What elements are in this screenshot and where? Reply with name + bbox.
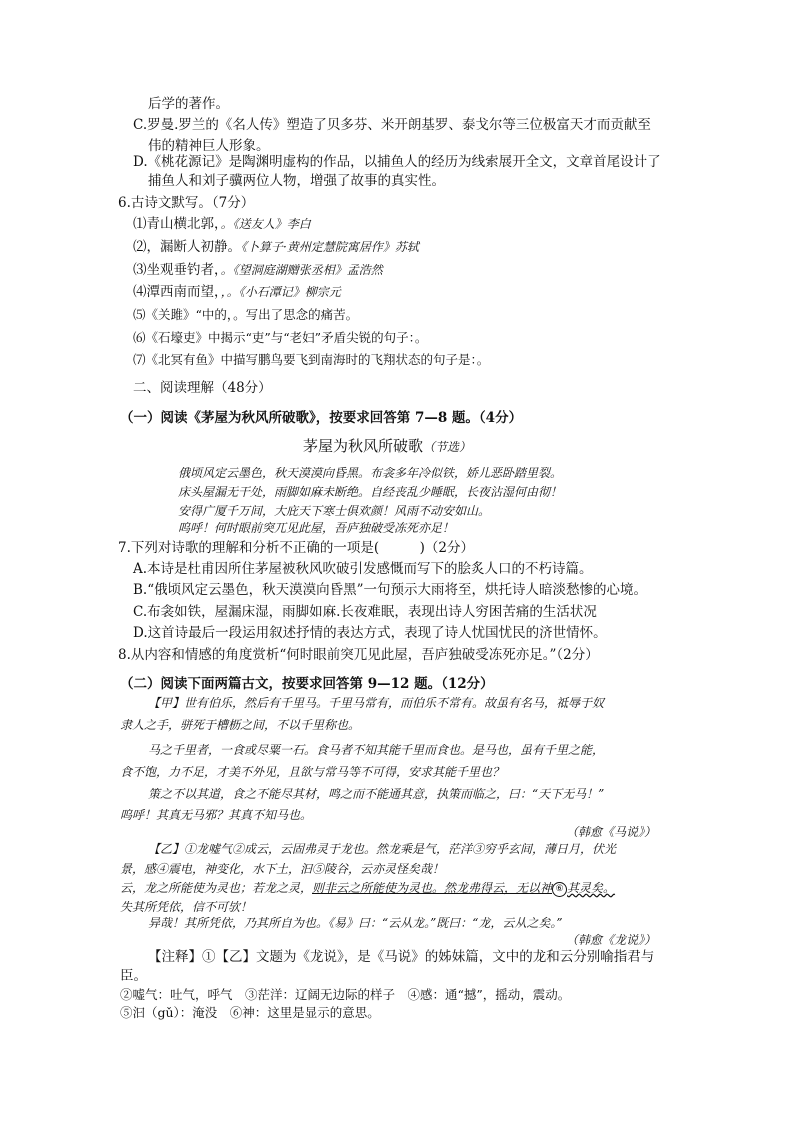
note-line-3: ②嘘气：吐气，呼气 ③茫洋：辽阔无边际的样子 ④感：通“撼”，摇动，震动。 — [120, 987, 571, 1002]
option-c-line-1: C.罗曼.罗兰的《名人传》塑造了贝多芬、米开朗基罗、泰戈尔等三位极富天才而贡献至 — [133, 117, 651, 133]
jia-p3-line-1: 策之不以其道，食之不能尽其材，鸣之而不能通其意，执策而临之，曰：“天下无马！” — [148, 787, 605, 801]
jia-p2-line-1: 马之千里者，一食或尽粟一石。食马者不知其能千里而食也。是马也，虽有千里之能， — [148, 743, 605, 757]
option-d-line-2: 捕鱼人和刘子骥两位人物，增强了故事的真实性。 — [148, 173, 445, 189]
note-line-2: 臣。 — [120, 968, 147, 984]
q6-item-6-text: 《石壕吏》中揭示“吏”与“老妇”矛盾尖锐的句子：。 — [145, 330, 428, 345]
q7-option-a: A.本诗是杜甫因所住茅屋被秋风吹破引发感慨而写下的脍炙人口的不朽诗篇。 — [133, 561, 593, 577]
part-1-heading: （一）阅读《茅屋为秋风所破歌》，按要求回答第 7—8 题。（4分） — [120, 410, 523, 426]
q6-item-3-source: 。《望洞庭湖赠张丞相》孟浩然 — [220, 263, 383, 277]
yi-note-6-marker: ⑥ — [552, 882, 567, 897]
q6-item-3 — [133, 260, 383, 280]
yi-line-3 — [120, 878, 615, 898]
q7-option-d: D.这首诗最后一段运用叙述抒情的表达方式，表现了诗人忧国忧民的济世情怀。 — [133, 625, 607, 641]
option-b-continuation: 后学的著作。 — [148, 96, 229, 112]
q6-item-1 — [133, 214, 311, 234]
q6-item-1-source: 。《送友人》李白 — [220, 217, 311, 231]
q6-item-4-num: ⑷ — [133, 284, 147, 300]
jia-p1-line-2: 隶人之手，骈死于槽枥之间，不以千里称也。 — [120, 718, 361, 732]
q6-item-4 — [133, 282, 341, 302]
part-2-heading: （二）阅读下面两篇古文，按要求回答第 9—12 题。（12分） — [120, 676, 494, 692]
poem-line-4: 呜呼！何时眼前突兀见此屋，吾庐独破受冻死亦足！ — [178, 521, 455, 535]
q6-item-3-num: ⑶ — [133, 262, 147, 278]
section-2-title: 二、阅读理解（48分） — [133, 380, 272, 396]
q6-item-5-text: 《关雎》“中的，。写出了思念的痛苦。 — [145, 307, 359, 322]
q6-item-4-source: ，。《小石潭记》柳宗元 — [220, 285, 341, 299]
yi-underlined-sentence: 则非云之所能使为灵也。然龙弗得云，无以神 — [312, 881, 553, 895]
q6-item-4-text: 潭西南而望， — [146, 284, 221, 300]
note-line-1: 【注释】①【乙】文题为《龙说》，是《马说》的姊妹篇，文中的龙和云分别喻指君与 — [148, 949, 655, 965]
poem-line-3: 安得广厦千万间，大庇天下寒士俱欢颜！风雨不动安如山。 — [178, 504, 491, 518]
yi-wavy-underline: 其灵矣。 — [567, 881, 616, 895]
q7-option-b: B.“俄顷风定云墨色，秋天漠漠向昏黑”一句预示大雨将至，烘托诗人暗淡愁惨的心境。 — [133, 582, 648, 598]
yi-line-4: 失其所凭依，信不可欤！ — [120, 900, 253, 914]
option-c-line-2: 伟的精神巨人形象。 — [148, 138, 270, 154]
q6-item-1-text: 青山横北郭， — [146, 216, 221, 232]
q8-stem: 8.从内容和情感的角度赏析“何时眼前突兀见此屋，吾庐独破受冻死亦足。”（2分） — [118, 647, 599, 663]
q6-item-2 — [133, 237, 419, 257]
q6-item-2-num: ⑵ — [133, 239, 147, 255]
poem-line-2: 床头屋漏无干处，雨脚如麻未断绝。自经丧乱少睡眠，长夜沾湿何由彻！ — [178, 485, 563, 499]
poem-title: 茅屋为秋风所破歌 — [303, 437, 424, 455]
q6-item-2-source: 《卜算子·黄州定慧院寓居作》苏轼 — [241, 240, 419, 254]
jia-source: （韩愈《马说》） — [566, 825, 657, 839]
jia-p1-line-1: 【甲】世有伯乐，然后有千里马。千里马常有，而伯乐不常有。故虽有名马，祗辱于奴 — [148, 696, 605, 710]
yi-line-3-plain: 云，龙之所能使为灵也；若龙之灵， — [120, 881, 313, 895]
q6-item-3-text: 坐观垂钓者， — [146, 262, 221, 278]
q6-item-7-text: 《北冥有鱼》中描写鹏鸟要飞到南海时的飞翔状态的句子是：。 — [145, 352, 490, 367]
q6-title: 6.古诗文默写。（7分） — [118, 195, 255, 211]
q6-item-1-num: ⑴ — [133, 216, 147, 232]
q7-stem: 7.下列对诗歌的理解和分析不正确的一项是( )（2分） — [118, 540, 475, 556]
poem-title-line — [303, 436, 471, 457]
q6-item-2-text: ，漏断人初静。 — [146, 239, 241, 255]
jia-p2-line-2: 食不饱，力不足，才美不外见，且欲与常马等不可得，安求其能千里也？ — [120, 765, 505, 779]
q6-item-7 — [133, 350, 489, 370]
jia-p3-line-2: 呜呼！其真无马邪？其真不知马也。 — [120, 808, 313, 822]
yi-line-1: 【乙】①龙嘘气②成云，云固弗灵于龙也。然龙乘是气，茫洋③穷乎玄间，薄日月，伏光 — [148, 842, 617, 856]
yi-line-5: 异哉！其所凭依，乃其所自为也。《易》曰：“云从龙。”既曰：“龙，云从之矣。” — [148, 916, 563, 930]
q6-item-6-num: ⑹ — [133, 330, 146, 345]
note-line-4: ⑤汩（gǔ）：淹没 ⑥神：这里是显示的意思。 — [120, 1005, 380, 1020]
option-d-line-1: D.《桃花源记》是陶渊明虚构的作品，以捕鱼人的经历为线索展开全文，文章首尾设计了 — [133, 154, 661, 170]
q6-item-6 — [133, 328, 427, 348]
q6-item-5 — [133, 305, 358, 325]
q6-item-5-num: ⑸ — [133, 307, 146, 322]
yi-line-2: 景，感④震电，神变化，水下土，汩⑤陵谷，云亦灵怪矣哉！ — [120, 862, 445, 876]
poem-excerpt-note: （节选） — [423, 440, 472, 454]
q6-item-7-num: ⑺ — [133, 352, 146, 367]
poem-line-1: 俄顷风定云墨色，秋天漠漠向昏黑。布衾多年冷似铁，娇儿恶卧踏里裂。 — [178, 466, 563, 480]
q7-option-c: C.布衾如铁，屋漏床湿，雨脚如麻.长夜难眠，表现出诗人穷困苦痛的生活状况 — [133, 604, 597, 620]
yi-source: （韩愈《龙说》） — [566, 933, 657, 947]
